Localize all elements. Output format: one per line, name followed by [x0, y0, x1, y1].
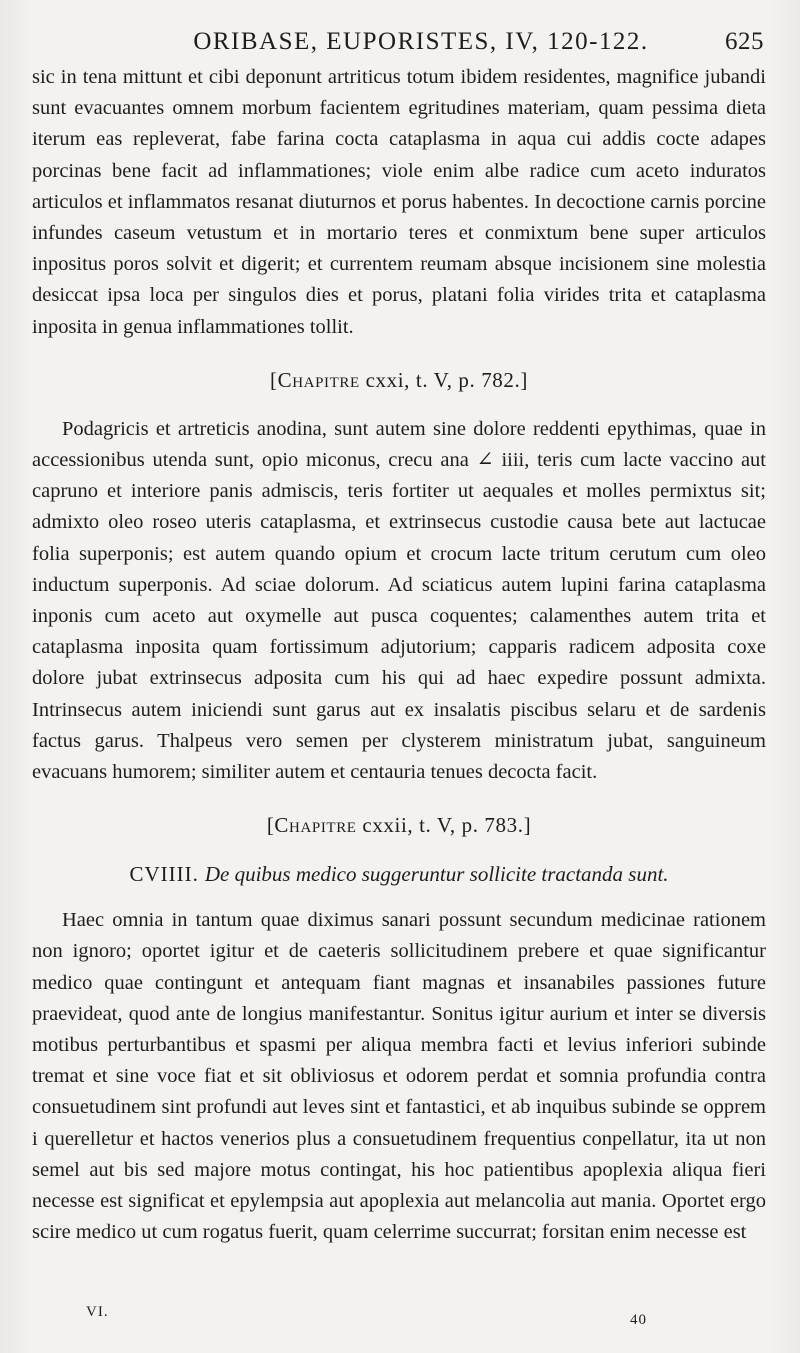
section-heading-text: De quibus medico suggeruntur sollicite tractanda sunt. — [204, 862, 669, 887]
signature-mark-gathering: 40 — [630, 1312, 647, 1328]
chapter-reference: cxxi, t. V, p. 782. — [359, 367, 521, 392]
chapter-bracket-open: [ — [270, 367, 278, 392]
chapter-heading-121 — [32, 365, 766, 395]
paragraph-chapter-120-continuation: sic in tena mittunt et cibi deponunt artriticus totum ibidem residentes, magnifice jubandi sunt evacuantes omnem morbum facientem egritudines materiam, quam pessima dieta iterum eas repleverat, fabe farina cocta cataplasma in aqua cui addis cocte adapes porcinas bene facit ad inflammationes; viole enim albe radice cum aceto induratos articulos et inflammatos resanat diuturnos et porus habentes. In decoctione carnis porcine infundes caseum vetustum et in mortario teres et conmixtum bene super articulos inpositus poros solvit et digerit; et currentem reumam absque incisionem sine molestia desiccat ipsa loca per singulos dies et porus, platani folia virides trita et cataplasma inposita in genua inflammationes tollit. — [32, 66, 766, 338]
chapter-bracket-close: ] — [520, 367, 528, 392]
page-number: 625 — [725, 28, 764, 55]
chapter-bracket-close: ] — [523, 813, 532, 838]
section-number: CVIIII. — [129, 862, 199, 887]
page-footer — [0, 1304, 800, 1334]
chapter-bracket-open: [ — [266, 813, 275, 838]
running-title: ORIBASE, EUPORISTES, IV, 120-122. — [193, 28, 649, 55]
chapter-label: Chapitre — [274, 813, 357, 838]
section-title — [32, 859, 766, 889]
paragraph-section-cviiii: Haec omnia in tantum quae diximus sanari possunt secundum medicinae rationem non ignoro; oportet igitur et de caeteris sollicitudinem prebere et quae significantur medico quae contingunt et antequam fiant magnas et insanabiles passiones future praevideat, quod ante de longius manifestantur. Sonitus igitur aurium et inter se diversis motibus perturbantibus et spasmi per aliqua membra facti et levius inferiori subinde tremat et sine voce fiat et sit obliviosus et odorem perdat et somnia profundia contra consuetudinem sint profundi aut leves sint et fantastici, et ab inquibus subinde se opprem i querelletur et hactos venerios plus a consuetudinem frequentius conpellatur, ita ut non semel aut bis sed majore motus contingat, his hoc patientibus apoplexia aliqua fieri necesse est significat et epylempsia aut apoplexia aut melancolia aut mania. Oportet ergo scire medico ut cum rogatus fuerit, quam celerrime succurrat; forsitan enim necesse est — [32, 909, 766, 1244]
page-body — [32, 62, 766, 1249]
running-head — [32, 22, 766, 62]
paragraph-chapter-121: Podagricis et artreticis anodina, sunt autem sine dolore reddenti epythimas, quae in accessionibus utenda sunt, opio miconus, crecu ana ∠ iiii, teris cum lacte vaccino aut capruno et interiore panis admiscis, teris fortiter ut aequales et molles permixtus sit; admixto oleo roseo uteris cataplasma, et extrinsecus custodie causa bete aut lactucae folia superponis; est autem quando opium et crocum lacte tritum cerutum cum oleo inductum superponis. Ad sciae dolorum. Ad sciaticus autem lupini farina cataplasma inponis cum aceto aut oxymelle aut pusca coquentes; calamenthes autem trita et cataplasma inposita quam fortissimum adjutorium; capparis radicem adposita coxe dolore jubat extrinsecus adposita cum his qui ad haec expedire possunt admixta. Intrinsecus autem iniciendi sunt garus aut ex insalatis piscibus selaru et de sardenis factus garus. Thalpeus vero semen per clysterem ministratum jubat, sanguineum evacuans humorem; similiter autem et centauria tenues decocta facit. — [32, 417, 766, 784]
chapter-heading-122 — [32, 810, 766, 840]
signature-mark-volume: VI. — [86, 1304, 109, 1320]
chapter-reference: cxxii, t. V, p. 783. — [356, 813, 524, 838]
chapter-label: Chapitre — [277, 367, 360, 392]
